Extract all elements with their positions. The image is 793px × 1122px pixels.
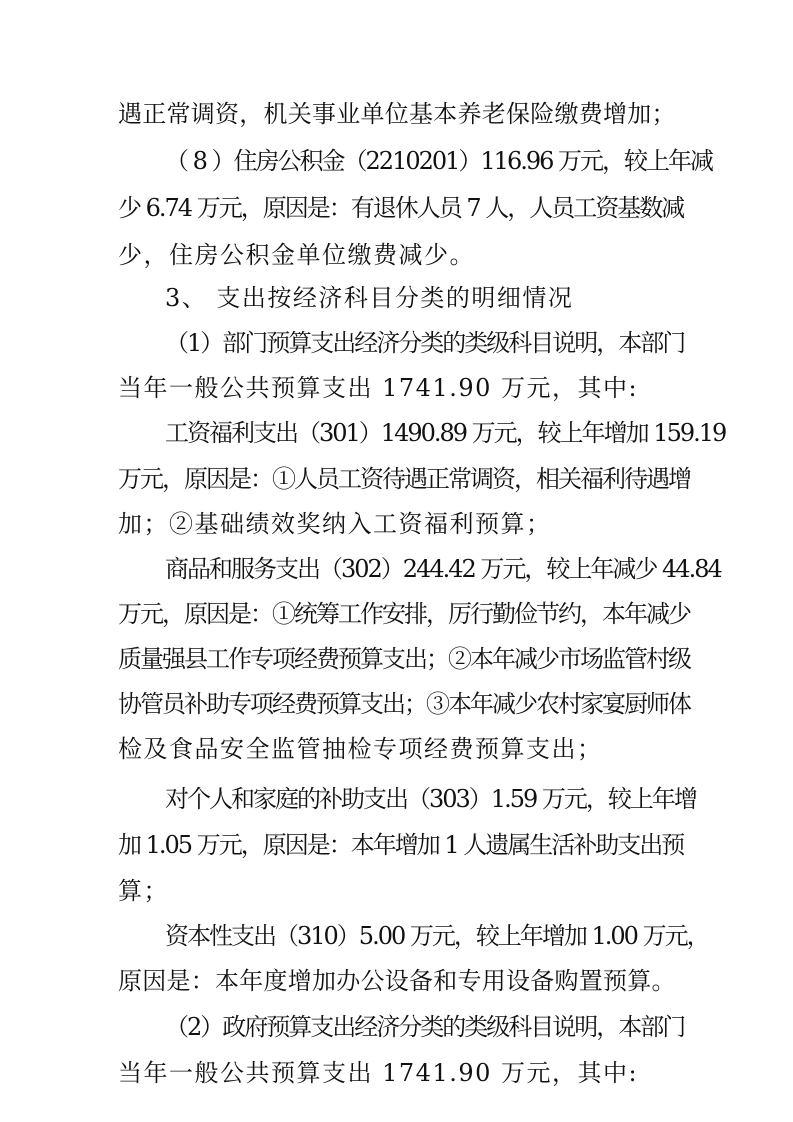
text-line: 遇正常调资，机关事业单位基本养老保险缴费增加； <box>118 100 676 128</box>
text-line: （ 8 ）住房公积金（2210201）116.96 万元，较上年减 <box>165 147 713 175</box>
text-line: 商品和服务支出（302）244.42 万元，较上年减少 44.84 <box>165 555 721 583</box>
text-line: 检及食品安全监管抽检专项经费预算支出； <box>118 735 603 763</box>
text-line: 万元，原因是：①人员工资待遇正常调资，相关福利待遇增 <box>118 465 690 493</box>
text-line: 原因是：本年度增加办公设备和专用设备购置预算。 <box>118 967 676 995</box>
text-line: 算； <box>118 877 169 905</box>
text-line: 少，住房公积金单位缴费减少。 <box>118 241 475 269</box>
text-line: 工资福利支出（301）1490.89 万元，较上年增加 159.19 <box>165 419 726 447</box>
text-line: 当年一般公共预算支出 1741.90 万元，其中: <box>118 374 639 402</box>
text-line: 对个人和家庭的补助支出（303）1.59 万元，较上年增 <box>165 785 696 813</box>
text-line: 质量强县工作专项经费预算支出；②本年减少市场监管村级 <box>118 645 690 673</box>
text-line: 万元，原因是：①统筹工作安排，厉行勤俭节约，本年减少 <box>118 600 690 628</box>
text-line: 少 6.74 万元，原因是：有退休人员 7 人，人员工资基数减 <box>118 194 684 222</box>
text-line: 资本性支出（310）5.00 万元，较上年增加 1.00 万元， <box>165 922 709 950</box>
section-heading: 3、 支出按经济科目分类的明细情况 <box>165 284 574 312</box>
text-line: （1）部门预算支出经济分类的类级科目说明，本部门 <box>165 329 685 357</box>
text-line: 加 1.05 万元，原因是：本年增加 1 人遗属生活补助支出预 <box>118 831 684 859</box>
text-line: 协管员补助专项经费预算支出；③本年减少农村家宴厨师体 <box>118 690 690 718</box>
text-line: （2）政府预算支出经济分类的类级科目说明，本部门 <box>165 1013 685 1041</box>
text-line: 加；②基础绩效奖纳入工资福利预算； <box>118 510 552 538</box>
text-line: 当年一般公共预算支出 1741.90 万元，其中: <box>118 1059 639 1087</box>
